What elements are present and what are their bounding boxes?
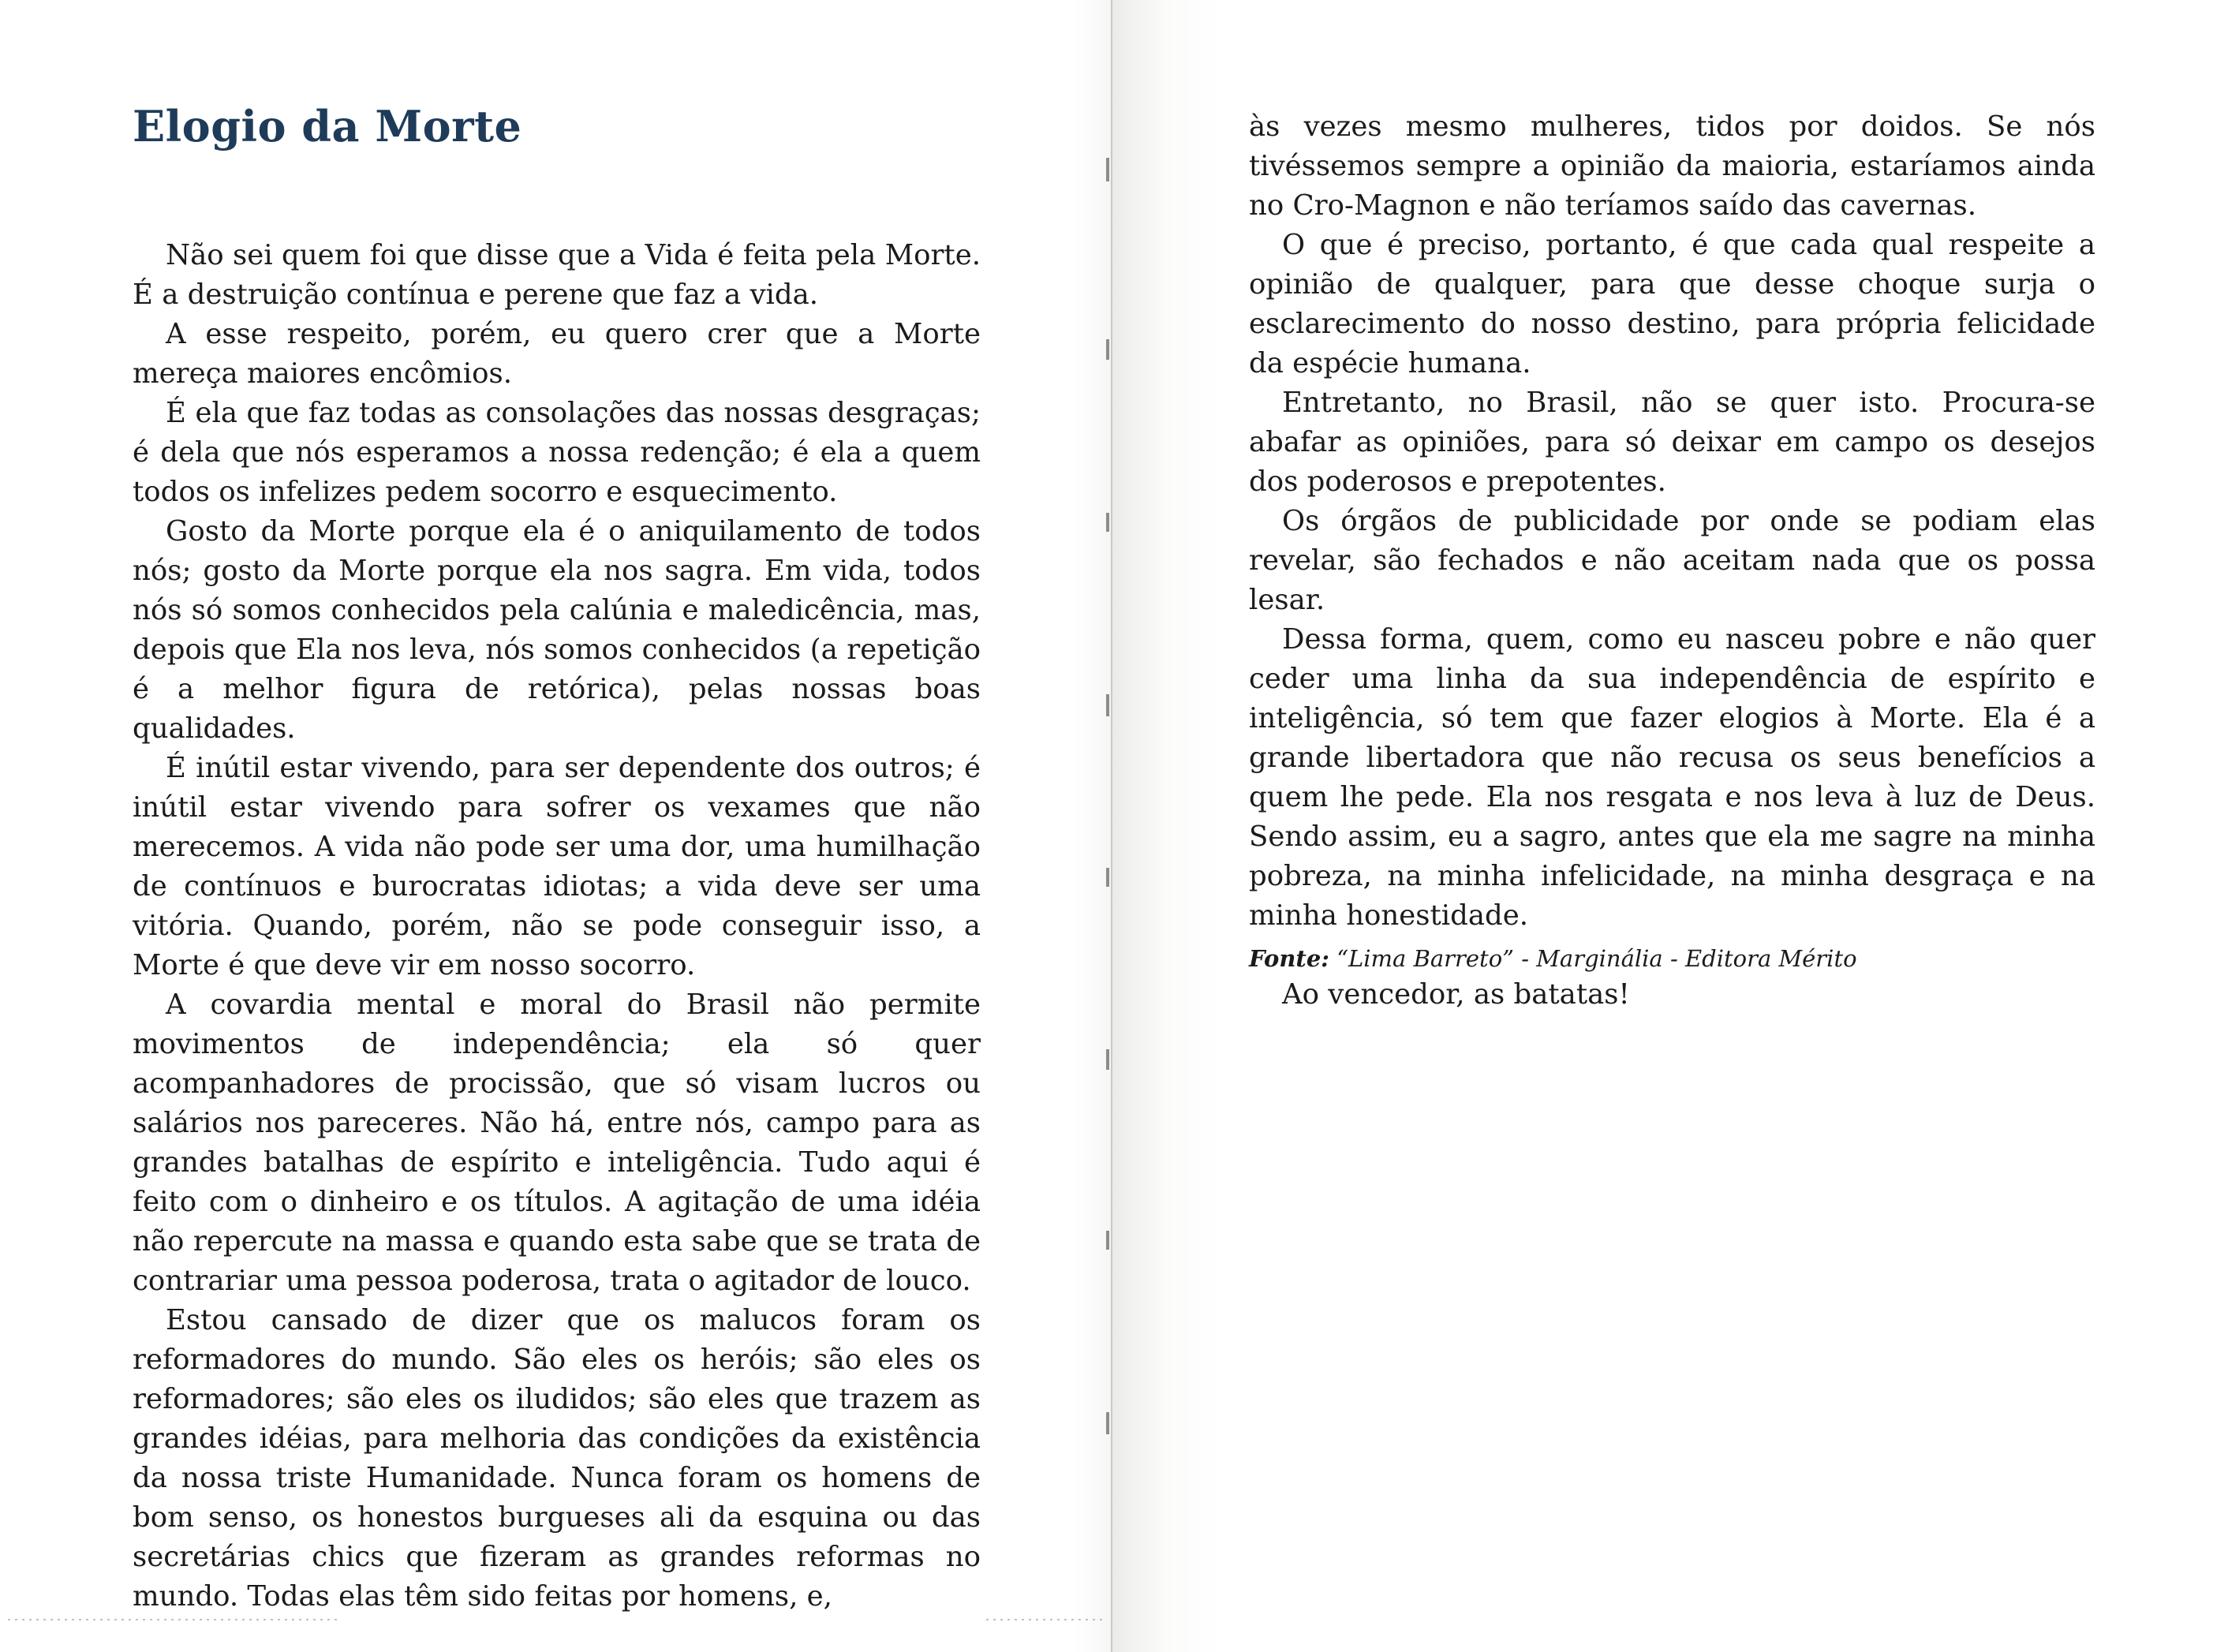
paragraph: Os órgãos de publicidade por onde se podiam elas revelar, são fechados e não aceitam nada que os possa lesar. bbox=[1249, 505, 2095, 616]
binding-mark bbox=[1106, 694, 1109, 716]
scan-artifact bbox=[8, 1619, 339, 1620]
source-citation bbox=[1249, 945, 1857, 972]
source-text: “Lima Barreto” - Marginália - Editora Mérito bbox=[1336, 945, 1857, 972]
paragraph: O que é preciso, portanto, é que cada qual respeite a opinião de qualquer, para que desse choque surja o esclarecimento do nosso destino, para própria felicidade da espécie humana. bbox=[1249, 229, 2095, 379]
paragraph: Não sei quem foi que disse que a Vida é feita pela Morte. É a destruição contínua e perene que faz a vida. bbox=[133, 239, 981, 311]
paragraph: Dessa forma, quem, como eu nasceu pobre e não quer ceder uma linha da sua independência de espírito e inteligência, só tem que fazer elogios à Morte. Ela é a grande libertadora que não recusa os seus benefícios a quem lhe pede. Ela nos resgata e nos leva à luz de Deus. Sendo assim, eu a sagro, antes que ela me sagre na minha pobreza, na minha infelicidade, na minha desgraça e na minha honestidade. bbox=[1249, 623, 2095, 932]
page-title: Elogio da Morte bbox=[133, 101, 522, 151]
paragraph: Entretanto, no Brasil, não se quer isto. Procura-se abafar as opiniões, para só deixar em campo os desejos dos poderosos e prepotentes. bbox=[1249, 387, 2095, 498]
scan-artifact bbox=[986, 1619, 1105, 1620]
paragraph: Gosto da Morte porque ela é o aniquilamento de todos nós; gosto da Morte porque ela nos sagra. Em vida, todos nós só somos conhecidos pela calúnia e maledicência, mas, depois que Ela nos leva, nós somos conhecidos (a repetição é a melhor figura de retórica), pelas nossas boas qualidades. bbox=[133, 515, 981, 745]
binding-mark bbox=[1106, 513, 1109, 532]
closing-line: Ao vencedor, as batatas! bbox=[1282, 978, 1630, 1011]
paragraph-continuation: às vezes mesmo mulheres, tidos por doidos. Se nós tivéssemos sempre a opinião da maioria, estaríamos ainda no Cro-Magnon e não teríamos saído das cavernas. bbox=[1249, 110, 2095, 222]
binding-mark bbox=[1106, 1412, 1109, 1434]
book-gutter bbox=[1111, 0, 1112, 1652]
paragraph: Estou cansado de dizer que os malucos foram os reformadores do mundo. São eles os heróis; são eles os reformadores; são eles os iludidos; são eles que trazem as grandes idéias, para melhoria das condições da existência da nossa triste Humanidade. Nunca foram os homens de bom senso, os honestos burgueses ali da esquina ou das secretárias chics que fizeram as grandes reformas no mundo. Todas elas têm sido feitas por homens, e, bbox=[133, 1304, 981, 1613]
binding-mark bbox=[1106, 868, 1109, 887]
right-body-text bbox=[1249, 107, 2095, 1015]
paragraph: A esse respeito, porém, eu quero crer que a Morte mereça maiores encômios. bbox=[133, 318, 981, 390]
binding-mark bbox=[1106, 1049, 1109, 1070]
paragraph: A covardia mental e moral do Brasil não permite movimentos de independência; ela só quer acompanhadores de procissão, que só visam lucros ou salários nos pareceres. Não há, entre nós, campo para as grandes batalhas de espírito e inteligência. Tudo aqui é feito com o dinheiro e os títulos. A agitação de uma idéia não repercute na massa e quando esta sabe que se trata de contrariar uma pessoa poderosa, trata o agitador de louco. bbox=[133, 989, 981, 1297]
gutter-shadow bbox=[1073, 0, 1111, 1652]
paragraph: É inútil estar vivendo, para ser dependente dos outros; é inútil estar vivendo para sofrer os vexames que não merecemos. A vida não pode ser uma dor, uma humilhação de contínuos e burocratas idiotas; a vida deve ser uma vitória. Quando, porém, não se pode conseguir isso, a Morte é que deve vir em nosso socorro. bbox=[133, 752, 981, 981]
binding-mark bbox=[1106, 339, 1109, 360]
paragraph: É ela que faz todas as consolações das nossas desgraças; é dela que nós esperamos a nossa redenção; é ela a quem todos os infelizes pedem socorro e esquecimento. bbox=[133, 397, 981, 508]
binding-mark bbox=[1106, 158, 1109, 181]
binding-mark bbox=[1106, 1231, 1109, 1250]
source-label: Fonte: bbox=[1249, 945, 1329, 972]
left-body-text bbox=[133, 236, 981, 1616]
